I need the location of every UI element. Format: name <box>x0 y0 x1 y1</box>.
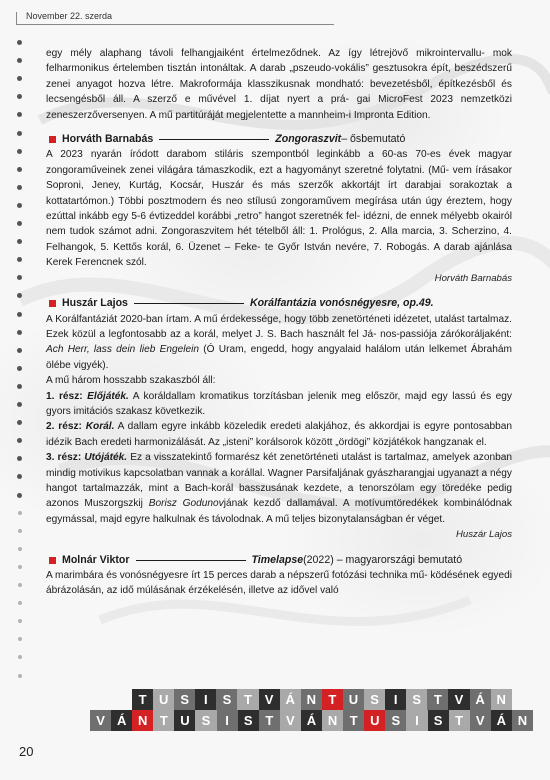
banner-letter-cell: V <box>448 689 469 710</box>
header-date: November 22. szerda <box>26 11 113 21</box>
red-square-marker <box>49 300 56 307</box>
banner-letter-cell: Á <box>301 710 322 731</box>
part-label: 1. rész: <box>46 390 88 402</box>
banner-letter-cell: Á <box>470 689 491 710</box>
part-text: A dallam egyre inkább közeledik eredeti alakjához, és akkordjai is egyre pontosabban idézik Bach eredeti harmonizálását. Az „isteni” korálsorok között „ördögi” közjátékok hangzanak el. <box>46 421 512 448</box>
margin-dot <box>17 330 22 335</box>
margin-dot <box>17 348 22 353</box>
banner-letter-cell: I <box>195 689 216 710</box>
banner-letter-cell: N <box>301 689 322 710</box>
banner-letter-cell: I <box>217 710 238 731</box>
banner-letter-cell: Á <box>111 710 132 731</box>
banner-letter-cell: Á <box>491 710 512 731</box>
margin-dot <box>17 203 22 208</box>
margin-dot <box>18 565 22 569</box>
banner-letter-cell: N <box>132 710 153 731</box>
margin-dot <box>17 40 22 45</box>
margin-dot <box>17 149 22 154</box>
margin-dot <box>18 547 22 551</box>
banner-letter-cell: I <box>385 689 406 710</box>
page-content <box>46 46 512 599</box>
section-body-huszar-intro <box>46 312 512 374</box>
heading-rule <box>134 303 244 304</box>
banner-letter-cell: Á <box>280 689 301 710</box>
part-1-paragraph <box>46 389 512 420</box>
banner-letter-cell: S <box>428 710 449 731</box>
banner-letter-cell: T <box>343 710 364 731</box>
quoted-title: Borisz Godunov <box>148 498 224 510</box>
intro-line: bevezetésből, építkezésből és lecsengésből áll. A szerző e művével 1. díjat nyert a prá- <box>46 78 512 106</box>
work-note: – ősbemutató <box>341 133 406 146</box>
festival-name-banner <box>90 689 533 731</box>
red-square-marker <box>49 136 56 143</box>
banner-letter-cell: V <box>90 710 111 731</box>
part-title: Előjáték. <box>87 390 129 402</box>
part-title: Korál. <box>85 421 115 433</box>
banner-letter-cell: N <box>322 710 343 731</box>
body-text: A Korálfantáziát 2020-ban írtam. A mű érdekessége, hogy több zenetörténeti idézetet, utalást tartalmaz. Ezek közül a legfontosabb az a korál, melyet J. S. Bach használt fel Já- nos-passiója zárókoráljaként: <box>46 313 512 340</box>
intro-line: épít, beszédszerű zenei anyagot hozva létre. Makroformája klasszikusnak mondható: <box>46 63 512 90</box>
composer-name: Molnár Viktor <box>62 553 130 566</box>
composer-name: Huszár Lajos <box>62 297 128 310</box>
margin-dot <box>18 674 22 678</box>
banner-letter-cell: T <box>237 689 258 710</box>
banner-row-top <box>132 689 533 710</box>
margin-dot <box>17 402 22 407</box>
part-text: A koráldallam kromatikus torzításban jelenik meg először, majd egy lassú és egy gyors imitációs szakasz következik. <box>46 390 512 417</box>
work-title: Zongoraszvit <box>275 133 342 146</box>
section-heading-molnar <box>46 553 512 568</box>
part-text: Ez a visszatekintő formarész két zenetörténeti utalást is tartalmaz, amelyek azonban mindig motivikus kapcsolatban vannak a korállal. Wagner Parsifaljának gyászharangjai ugyanazt a négy hangot tartalmazzák, mint a Bach-korál basszusának kezdete, a tenorszólam egy töredéke pedig azonos Muszorgszkij <box>46 452 512 510</box>
banner-letter-cell: V <box>280 710 301 731</box>
signature-huszar: Huszár Lajos <box>456 529 512 541</box>
section-body-huszar-structure: A mű három hosszabb szakaszból áll: <box>46 375 216 387</box>
page-number: 20 <box>19 744 34 759</box>
margin-dot <box>17 312 22 317</box>
banner-letter-cell: S <box>238 710 259 731</box>
section-body-horvath: A 2023 nyarán íródott darabom stiláris szempontból leginkább a 60-as 70-es évek magyar zongoraműveinek zenei világára támaszkodik, ezt a hagyományt szeretné folytatni. (Mű- vem írásakor Soproni, Jeney, Kurtág, Kocsár, Huszár és más szerzők akkortájt írt darabjai sorakoztak a kottatartómon.) Többi posztmodern és neo stílusú zongoraművem megírása után úgy éreztem, hogy ezúttal inkább egy 5-6 évtizeddel korábbi „retro” hangot szeretnék fel- idézni, de ennek mélyebb okairól nem tudok számot adni. Zongoraszvitem hét tételből áll: 1. Prológus, 2. Alla marcia, 3. Scherzino, 4. Felhangok, 5. Kettős korál, 6. Üzenet – Feke- te Győr István nevére, 7. Robogás. A darab ajánlása Kerek Ferencnek szól. <box>46 149 512 269</box>
part-text: jának kezdő dallamával. A motívumtöredékek kombinálódnak egymással, majd egyre halkulnak és távolodnak. A mű teljes bizonytalanságban ér véget. <box>46 498 512 525</box>
margin-dot <box>18 583 22 587</box>
banner-letter-cell: S <box>195 710 216 731</box>
red-square-marker <box>49 557 56 564</box>
part-title: Utójáték. <box>84 452 128 464</box>
work-title: Korálfantázia vonósnégyesre, op.49. <box>249 297 434 310</box>
section-heading-horvath <box>46 132 512 147</box>
margin-dot <box>17 221 22 226</box>
banner-letter-cell: V <box>259 689 280 710</box>
margin-dot <box>18 601 22 605</box>
banner-letter-cell: V <box>470 710 491 731</box>
margin-dot <box>17 366 22 371</box>
banner-letter-cell: S <box>406 689 427 710</box>
part-3-paragraph <box>46 450 512 527</box>
banner-letter-cell: T <box>322 689 343 710</box>
signature-horvath: Horváth Barnabás <box>434 272 512 284</box>
heading-rule <box>159 139 269 140</box>
intro-paragraph <box>46 46 512 123</box>
banner-letter-cell: T <box>259 710 280 731</box>
margin-dot <box>17 493 22 498</box>
part-label: 3. rész: <box>46 452 85 464</box>
body-text: (Ó Uram, engedd, hogy angyalaid halálom után lelkemet Ábrahám ölébe vigyék). <box>46 344 512 371</box>
part-2-paragraph <box>46 419 512 450</box>
banner-letter-cell: S <box>385 710 406 731</box>
margin-dot <box>18 529 22 533</box>
section-body-molnar: A marimbára és vonósnégyesre írt 15 perces darab a népszerű fotózási technika mű- ködésének egyedi ábrázolásán, az idő múlásának érzékelésén, illetve az idővel való <box>46 570 513 597</box>
banner-letter-cell: S <box>174 689 195 710</box>
banner-letter-cell: U <box>343 689 364 710</box>
margin-dot <box>17 167 22 172</box>
banner-letter-cell: S <box>216 689 237 710</box>
banner-letter-cell: T <box>153 710 174 731</box>
banner-row-bottom <box>90 710 533 731</box>
work-title: Timelapse <box>251 553 304 566</box>
banner-letter-cell: T <box>132 689 153 710</box>
header-rule <box>16 24 334 25</box>
margin-dot <box>17 131 22 136</box>
margin-dot <box>18 511 22 515</box>
banner-letter-cell: S <box>364 689 385 710</box>
banner-letter-cell: T <box>427 689 448 710</box>
banner-letter-cell: T <box>449 710 470 731</box>
margin-dot <box>17 384 22 389</box>
banner-letter-cell: U <box>153 689 174 710</box>
banner-letter-cell: U <box>174 710 195 731</box>
banner-letter-cell: N <box>512 710 533 731</box>
intro-line: mannheim-i Impronta Edition. <box>298 109 431 121</box>
part-label: 2. rész: <box>46 421 86 433</box>
margin-dot <box>18 655 22 659</box>
margin-dot <box>18 619 22 623</box>
intro-line: egy mély alaphang távoli felhangjaiként értelmeződnek. Az így létrejövő mikrointervallu- <box>46 48 485 59</box>
margin-dot <box>18 637 22 641</box>
work-note: (2022) – magyarországi bemutató <box>303 553 463 566</box>
intro-line: gai MicroFest 2023 nemzetközi zeneszerzőversenyen. A mű partitúráját megjelentette a <box>46 94 512 121</box>
heading-rule <box>136 560 246 561</box>
margin-dot <box>17 185 22 190</box>
section-heading-huszar <box>46 296 512 311</box>
quoted-title: Ach Herr, lass dein lieb Engelein <box>46 344 199 356</box>
intro-line: mok felharmonikus értelemben tisztán intonáltak. A darab „pszeudo-vokális” gesztusokra <box>46 48 512 75</box>
banner-letter-cell: I <box>406 710 427 731</box>
banner-letter-cell: N <box>491 689 512 710</box>
composer-name: Horváth Barnabás <box>62 133 154 146</box>
banner-letter-cell: U <box>364 710 385 731</box>
